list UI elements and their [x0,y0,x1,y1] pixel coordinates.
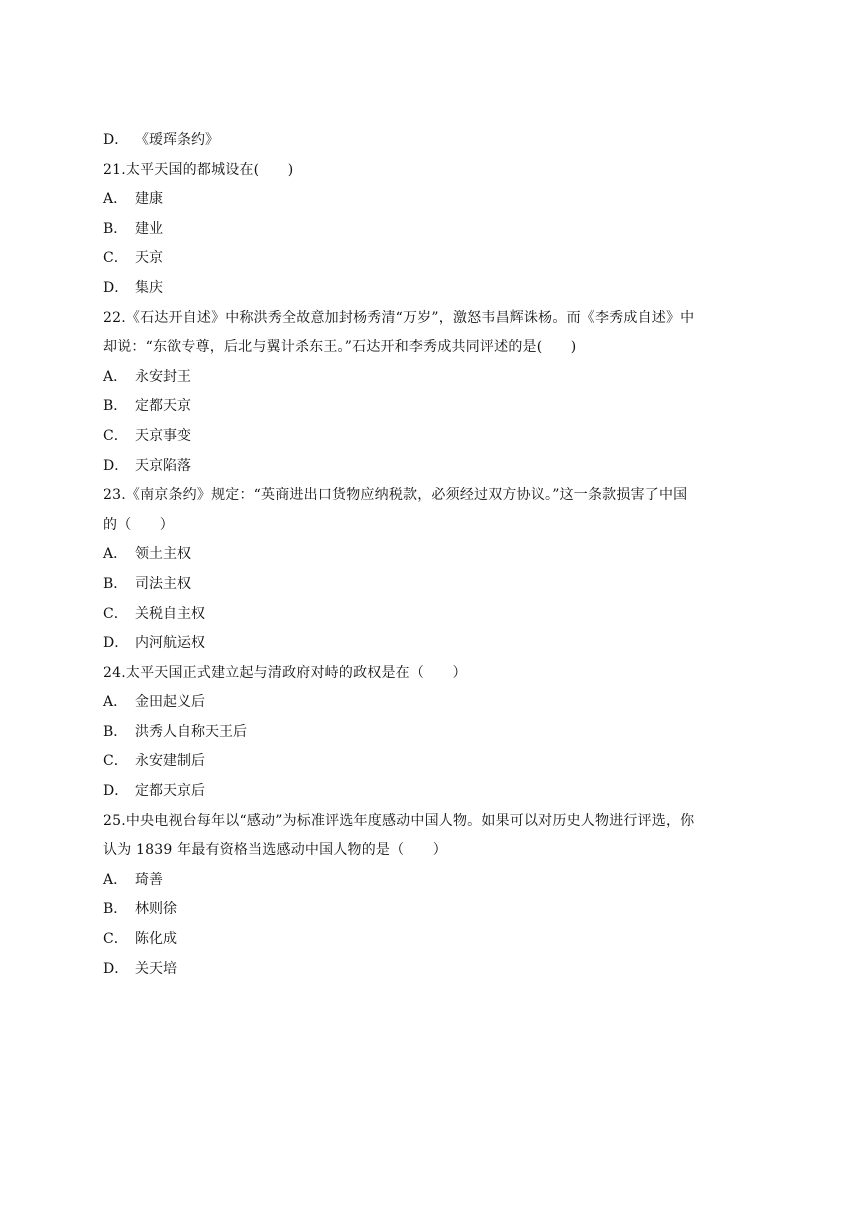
option-item [103,363,763,393]
option-letter: C． [103,931,128,948]
question-24 [103,659,763,807]
option-item [103,215,763,245]
option-text: 天京事变 [135,427,191,444]
question-23 [103,481,763,659]
option-item [103,718,763,748]
option-text: 关天培 [135,960,177,977]
option-text: 建业 [135,220,163,237]
option-item [103,747,763,777]
option-letter: A． [103,546,128,563]
option-item [103,540,763,570]
document-page [103,126,763,984]
question-text: 24.太平天国正式建立起与清政府对峙的政权是在（ ） [103,664,467,681]
question-text: 认为 1839 年最有资格当选感动中国人物的是（ ） [103,842,447,859]
option-text: 天京陷落 [135,457,191,474]
option-text: 林则徐 [135,901,177,918]
question-21 [103,156,763,304]
option-letter: A． [103,191,128,208]
option-letter: B． [103,575,128,592]
option-text: 定都天京 [135,398,191,415]
option-item [103,688,763,718]
option-letter: D． [103,635,129,652]
option-letter: A． [103,368,128,385]
option-text: 金田起义后 [135,694,205,711]
question-text: 22.《石达开自述》中称洪秀全故意加封杨秀清“万岁”，激怒韦昌辉诛杨。而《李秀成自述》中 [103,309,695,326]
option-text: 建康 [135,191,163,208]
option-text: 永安封王 [135,368,191,385]
option-item [103,274,763,304]
option-text: 领土主权 [135,546,191,563]
option-letter: D． [103,783,129,800]
option-item [103,925,763,955]
option-letter: C． [103,427,128,444]
option-item [103,955,763,985]
question-text: 23.《南京条约》规定：“英商进出口货物应纳税款，必须经过双方协议。”这一条款损害了中国 [103,487,688,504]
option-text: 司法主权 [135,575,191,592]
option-item [103,570,763,600]
question-22 [103,304,763,482]
option-text: 琦善 [135,871,163,888]
question-25 [103,807,763,985]
question-text: 21.太平天国的都城设在( ) [103,161,294,178]
option-item [103,629,763,659]
option-text: 《瑷珲条约》 [135,132,219,148]
option-text: 陈化成 [135,931,177,948]
option-item [103,600,763,630]
option-letter: C． [103,605,128,622]
option-text: 天京 [135,250,163,267]
option-item [103,777,763,807]
option-letter: C． [103,250,128,267]
option-letter: B． [103,220,128,237]
option-item [103,126,763,156]
question-text: 的（ ） [103,516,174,533]
option-text: 永安建制后 [135,753,205,770]
option-item [103,185,763,215]
option-text: 集庆 [135,279,163,296]
option-letter: D． [103,132,129,148]
option-letter: D． [103,457,129,474]
option-letter: B． [103,723,128,740]
option-letter: A． [103,871,128,888]
option-text: 关税自主权 [135,605,205,622]
option-letter: A． [103,694,128,711]
option-text: 定都天京后 [135,783,205,800]
option-item [103,392,763,422]
option-letter: B． [103,398,128,415]
option-text: 洪秀人自称天王后 [135,723,247,740]
question-text: 25.中央电视台每年以“感动”为标准评选年度感动中国人物。如果可以对历史人物进行评选，你 [103,812,695,829]
option-item [103,244,763,274]
option-item [103,452,763,482]
option-item [103,422,763,452]
option-letter: B． [103,901,128,918]
option-item [103,895,763,925]
option-letter: C． [103,753,128,770]
option-letter: D． [103,960,129,977]
option-text: 内河航运权 [135,635,205,652]
question-text: 却说：“东欲专尊，后北与翼计杀东王。”石达开和李秀成共同评述的是( ) [103,339,577,356]
option-item [103,866,763,896]
option-letter: D． [103,279,129,296]
